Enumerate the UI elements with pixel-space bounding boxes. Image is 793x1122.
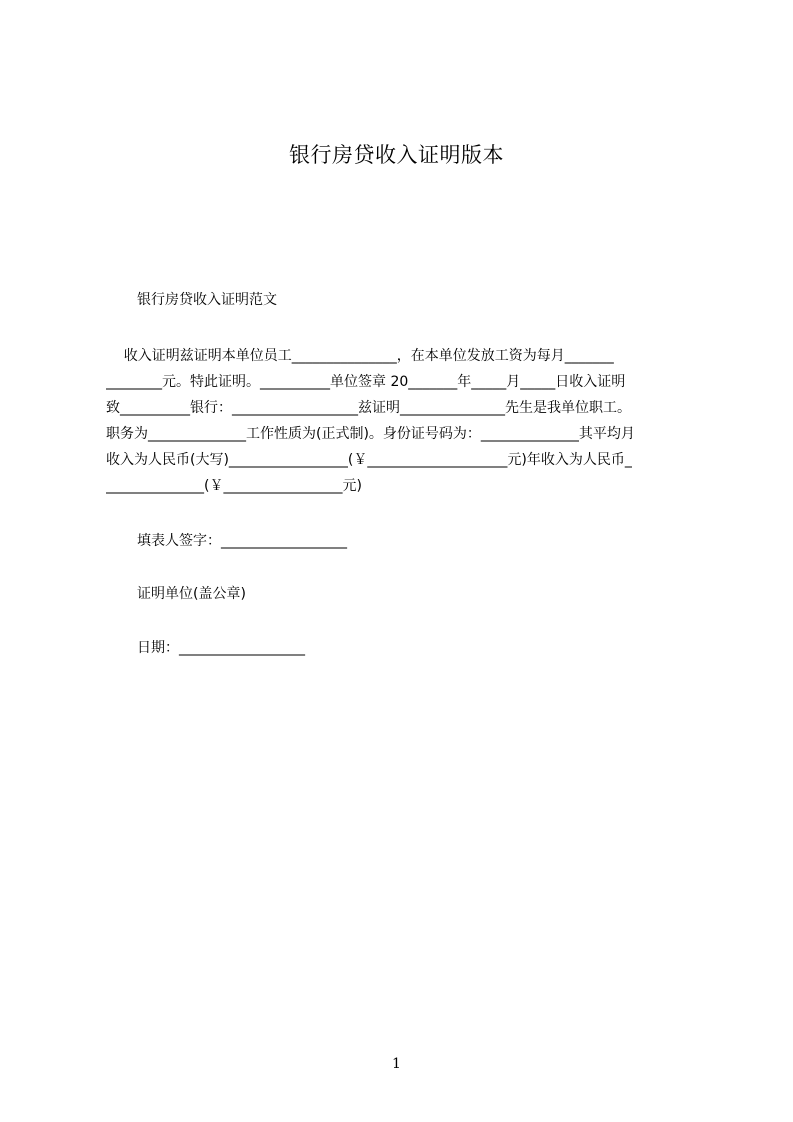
document-subtitle: 银行房贷收入证明范文: [137, 292, 277, 308]
body-line: ______________(￥_________________元): [106, 478, 362, 494]
body-line: 致__________银行：__________________兹证明_______________先生是我单位职工。: [106, 400, 631, 416]
date-line: 日期：__________________: [137, 640, 305, 656]
filler-signature-line: 填表人签字：__________________: [137, 533, 347, 549]
body-line: 收入证明兹证明本单位员工_______________，在本单位发放工资为每月_______: [106, 348, 614, 364]
certificate-body: [106, 343, 698, 499]
page-number: 1: [392, 1056, 401, 1072]
document-title: 银行房贷收入证明版本: [289, 143, 504, 167]
body-line: ________元。特此证明。__________单位签章 20_______年_____月_____日收入证明: [106, 374, 626, 390]
body-line: 收入为人民币(大写)_________________(￥____________________元)年收入为人民币_: [106, 452, 632, 468]
certifying-unit-line: 证明单位(盖公章): [137, 586, 246, 602]
body-line: 职务为______________工作性质为(正式制)。身份证号码为：______________其平均月: [106, 426, 635, 442]
